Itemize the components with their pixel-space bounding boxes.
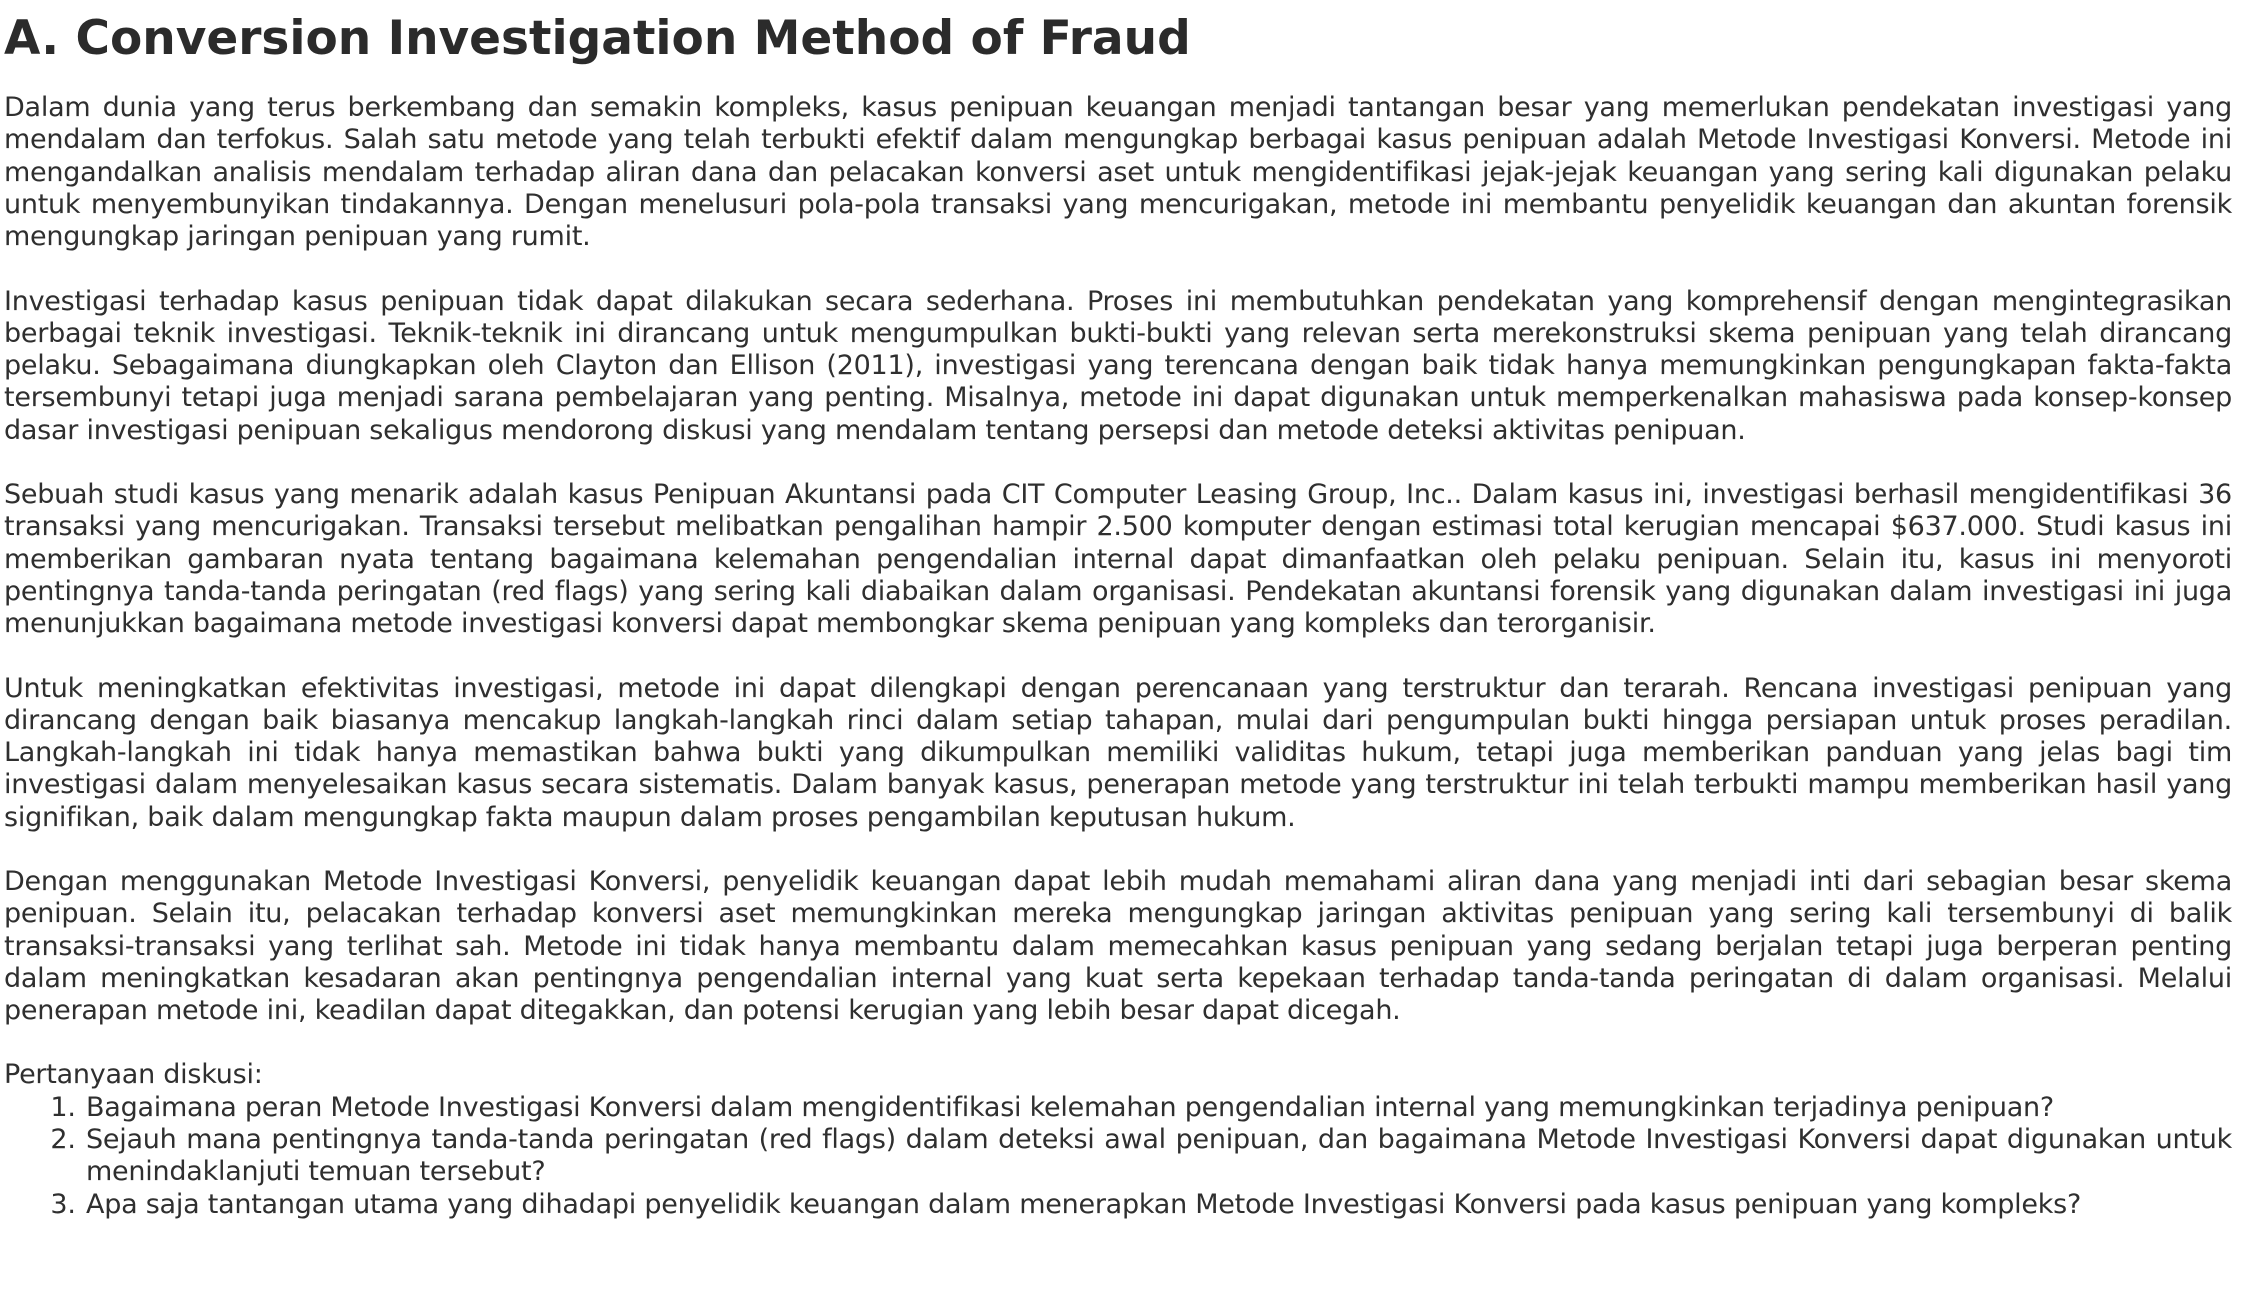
question-item-2: 2. Sejauh mana pentingnya tanda-tanda peringatan (red flags) dalam deteksi awal penipuan, dan bagaimana Metode Investigasi Konversi dapat digunakan untuk menindaklanjuti temuan tersebut?	[84, 1124, 2232, 1189]
paragraph-conclusion: Dengan menggunakan Metode Investigasi Konversi, penyelidik keuangan dapat lebih mudah memahami aliran dana yang menjadi inti dari sebagian besar skema penipuan. Selain itu, pelacakan terhadap konversi aset memungkinkan mereka mengungkap jaringan aktivitas penipuan yang sering kali tersembunyi di balik transaksi-transaksi yang terlihat sah. Metode ini tidak hanya membantu dalam memecahkan kasus penipuan yang sedang berjalan tetapi juga berperan penting dalam meningkatkan kesadaran akan pentingnya pengendalian internal yang kuat serta kepekaan terhadap tanda-tanda peringatan di dalam organisasi. Melalui penerapan metode ini, keadilan dapat ditegakkan, dan potensi kerugian yang lebih besar dapat dicegah.	[4, 865, 2232, 1027]
discussion-questions-label: Pertanyaan diskusi:	[4, 1059, 263, 1091]
paragraph-techniques: Investigasi terhadap kasus penipuan tidak dapat dilakukan secara sederhana. Proses ini membutuhkan pendekatan yang komprehensif dengan mengintegrasikan berbagai teknik investigasi. Teknik-teknik ini dirancang untuk mengumpulkan bukti-bukti yang relevan serta merekonstruksi skema penipuan yang telah dirancang pelaku. Sebagaimana diungkapkan oleh Clayton dan Ellison (2011), investigasi yang terencana dengan baik tidak hanya memungkinkan pengungkapan fakta-fakta tersembunyi tetapi juga menjadi sarana pembelajaran yang penting. Misalnya, metode ini dapat digunakan untuk memperkenalkan mahasiswa pada konsep-konsep dasar investigasi penipuan sekaligus mendorong diskusi yang mendalam tentang persepsi dan metode deteksi aktivitas penipuan.	[4, 285, 2232, 446]
paragraph-planning: Untuk meningkatkan efektivitas investigasi, metode ini dapat dilengkapi dengan perencanaan yang terstruktur dan terarah. Rencana investigasi penipuan yang dirancang dengan baik biasanya mencakup langkah-langkah rinci dalam setiap tahapan, mulai dari pengumpulan bukti hingga persiapan untuk proses peradilan. Langkah-langkah ini tidak hanya memastikan bahwa bukti yang dikumpulkan memiliki validitas hukum, tetapi juga memberikan panduan yang jelas bagi tim investigasi dalam menyelesaikan kasus secara sistematis. Dalam banyak kasus, penerapan metode yang terstruktur ini telah terbukti mampu memberikan hasil yang signifikan, baik dalam mengungkap fakta maupun dalam proses pengambilan keputusan hukum.	[4, 672, 2232, 833]
paragraph-case-study: Sebuah studi kasus yang menarik adalah kasus Penipuan Akuntansi pada CIT Computer Leasing Group, Inc.. Dalam kasus ini, investigasi berhasil mengidentifikasi 36 transaksi yang mencurigakan. Transaksi tersebut melibatkan pengalihan hampir 2.500 komputer dengan estimasi total kerugian mencapai $637.000. Studi kasus ini memberikan gambaran nyata tentang bagaimana kelemahan pengendalian internal dapat dimanfaatkan oleh pelaku penipuan. Selain itu, kasus ini menyoroti pentingnya tanda-tanda peringatan (red flags) yang sering kali diabaikan dalam organisasi. Pendekatan akuntansi forensik yang digunakan dalam investigasi ini juga menunjukkan bagaimana metode investigasi konversi dapat membongkar skema penipuan yang kompleks dan terorganisir.	[4, 479, 2232, 640]
document-page	[4, 12, 2232, 1221]
document-title: A. Conversion Investigation Method of Fraud	[4, 11, 1191, 66]
question-item-1: 1. Bagaimana peran Metode Investigasi Konversi dalam mengidentifikasi kelemahan pengendalian internal yang memungkinkan terjadinya penipuan?	[84, 1092, 2232, 1124]
paragraph-intro: Dalam dunia yang terus berkembang dan semakin kompleks, kasus penipuan keuangan menjadi tantangan besar yang memerlukan pendekatan investigasi yang mendalam dan terfokus. Salah satu metode yang telah terbukti efektif dalam mengungkap berbagai kasus penipuan adalah Metode Investigasi Konversi. Metode ini mengandalkan analisis mendalam terhadap aliran dana dan pelacakan konversi aset untuk mengidentifikasi jejak-jejak keuangan yang sering kali digunakan pelaku untuk menyembunyikan tindakannya. Dengan menelusuri pola-pola transaksi yang mencurigakan, metode ini membantu penyelidik keuangan dan akuntan forensik mengungkap jaringan penipuan yang rumit.	[4, 92, 2232, 253]
question-item-3: 3. Apa saja tantangan utama yang dihadapi penyelidik keuangan dalam menerapkan Metode Investigasi Konversi pada kasus penipuan yang kompleks?	[84, 1189, 2232, 1221]
discussion-questions-list	[4, 1092, 2232, 1221]
